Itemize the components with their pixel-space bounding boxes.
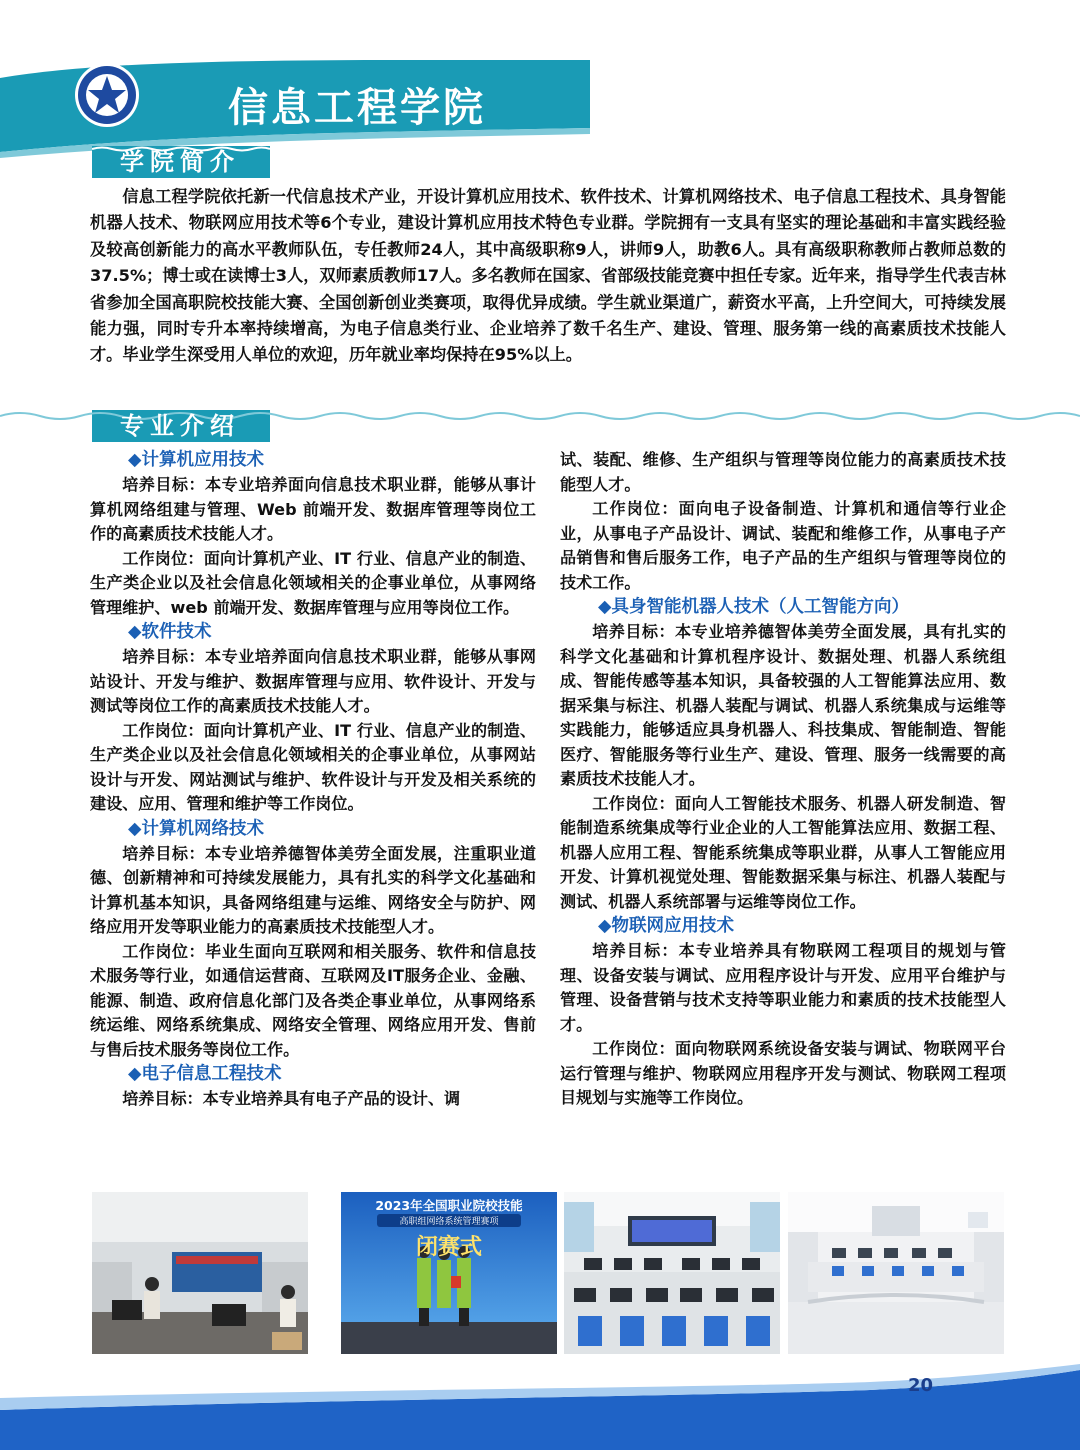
- major-title-computer-application: ◆计算机应用技术: [128, 450, 264, 470]
- photo-caption-ceremony: 闭赛式: [415, 1235, 482, 1260]
- page-number: 20: [908, 1375, 934, 1396]
- photo-strip: [92, 1192, 1004, 1354]
- major-title-electronics: ◆电子信息工程技术: [128, 1064, 282, 1084]
- major-jobs-robotics: 工作岗位：面向人工智能技术服务、机器人研发制造、智能制造系统集成等行业企业的人工智能算法应用、数据工程、机器人应用工程、智能系统集成等职业群，从事人工智能应用开发、计算机视觉处理、智能数据采集与标注、机器人装配与测试、机器人系统部署与运维等岗位工作。: [560, 793, 1006, 911]
- section-heading-majors: 专业介绍: [120, 412, 240, 440]
- footer-wave: [0, 1360, 1080, 1450]
- major-goal-software: 培养目标：本专业培养面向信息技术职业群，能够从事网站设计、开发与维护、数据库管理与应用、软件设计、开发与测试等岗位工作的高素质技术技能人才。: [90, 647, 536, 715]
- major-jobs-computer-application: 工作岗位：面向计算机产业、IT 行业、信息产业的制造、生产类企业以及社会信息化领域相关的企事业单位，从事网络管理维护、web 前端开发、数据库管理与应用等岗位工作。: [90, 548, 536, 617]
- photo-training-lab: [92, 1192, 308, 1354]
- section-tab-intro: [92, 146, 270, 178]
- major-title-network: ◆计算机网络技术: [128, 818, 264, 839]
- section-tab-majors: [92, 410, 270, 442]
- major-title-robotics: ◆具身智能机器人技术（人工智能方向）: [598, 597, 909, 617]
- page-title: 信息工程学院: [228, 85, 486, 131]
- major-jobs-iot: 工作岗位：面向物联网系统设备安装与调试、物联网平台运行管理与维护、物联网应用程序开发与测试、物联网工程项目规划与实施等工作岗位。: [560, 1039, 1006, 1107]
- major-goal-network: 培养目标：本专业培养德智体美劳全面发展，注重职业道德、创新精神和可持续发展能力，具有扎实的科学文化基础和计算机基本知识，具备网络组建与运维、网络安全与防护、网络应用开发等职业能力的高素质技术技能型人才。: [90, 843, 536, 936]
- major-goal-iot: 培养目标：本专业培养具有物联网工程项目的规划与管理、设备安装与调试、应用程序设计与开发、应用平台维护与管理、设备营销与技术支持等职业能力和素质的技术技能型人才。: [560, 941, 1006, 1034]
- major-goal-electronics-part1: 培养目标：本专业培养具有电子产品的设计、调: [122, 1089, 461, 1108]
- major-jobs-electronics: 工作岗位：面向电子设备制造、计算机和通信等行业企业，从事电子产品设计、调试、装配和维修工作，从事电子产品销售和售后服务工作，电子产品的生产组织与管理等岗位的技术工作。: [560, 499, 1006, 592]
- photo-caption-subtitle: 高职组网络系统管理赛项: [377, 1214, 521, 1227]
- major-goal-electronics-part2: 试、装配、维修、生产组织与管理等岗位能力的高素质技术技能型人才。: [560, 450, 1006, 494]
- major-title-software: ◆软件技术: [128, 622, 212, 642]
- photo-computer-lab: [564, 1192, 780, 1354]
- section-heading-intro: 学院简介: [120, 148, 240, 176]
- school-logo-icon: [74, 62, 140, 128]
- major-title-iot: ◆物联网应用技术: [598, 916, 734, 936]
- major-goal-robotics: 培养目标：本专业培养德智体美劳全面发展，具有扎实的科学文化基础和计算机程序设计、数据处理、机器人系统组成、智能传感等基本知识，具备较强的人工智能算法应用、数据采集与标注、机器人装配与调试、机器人系统集成与运维等实践能力，能够适应具身机器人、科技集成、智能制造、智能医疗、智能服务等行业生产、建设、管理、服务一线需要的高素质技术技能人才。: [560, 622, 1006, 788]
- major-jobs-software: 工作岗位：面向计算机产业、IT 行业、信息产业的制造、生产类企业以及社会信息化领域相关的企事业单位，从事网站设计与开发、网站测试与维护、软件设计与开发及相关系统的建设、应用、管理和维护等工作岗位。: [90, 720, 536, 813]
- photo-competition-ceremony: [341, 1192, 557, 1354]
- photo-caption-title: 2023年全国职业院校技能: [375, 1198, 523, 1213]
- major-jobs-network: 工作岗位：毕业生面向互联网和相关服务、软件和信息技术服务等行业，如通信运营商、互联网及IT服务企业、金融、能源、制造、政府信息化部门及各类企事业单位，从事网络系统运维、网络系统集成、网络安全管理、网络应用开发、售前与售后技术服务等岗位工作。: [90, 941, 536, 1059]
- photo-training-room: [788, 1192, 1004, 1354]
- majors-right-column: [560, 448, 1006, 1111]
- majors-left-column: [90, 448, 536, 1112]
- intro-paragraph: 信息工程学院依托新一代信息技术产业，开设计算机应用技术、软件技术、计算机网络技术、电子信息工程技术、具身智能机器人技术、物联网应用技术等6个专业，建设计算机应用技术特色专业群。学院拥有一支具有坚实的理论基础和丰富实践经验及较高创新能力的高水平教师队伍，专任教师24人，其中高级职称9人，讲师9人，助教6人。具有高级职称教师占教师总数的37.5%；博士或在读博士3人，双师素质教师17人。多名教师在国家、省部级技能竞赛中担任专家。近年来，指导学生代表吉林省参加全国高职院校技能大赛、全国创新创业类赛项，取得优异成绩。学生就业渠道广，薪资水平高，上升空间大，可持续发展能力强，同时专升本率持续增高，为电子信息类行业、企业培养了数千名生产、建设、管理、服务第一线的高素质技术技能人才。毕业学生深受用人单位的欢迎，历年就业率均保持在95%以上。: [90, 187, 1006, 365]
- header-banner: [0, 0, 1080, 160]
- major-goal-computer-application: 培养目标：本专业培养面向信息技术职业群，能够从事计算机网络组建与管理、Web 前端开发、数据库管理等岗位工作的高素质技术技能人才。: [90, 475, 536, 543]
